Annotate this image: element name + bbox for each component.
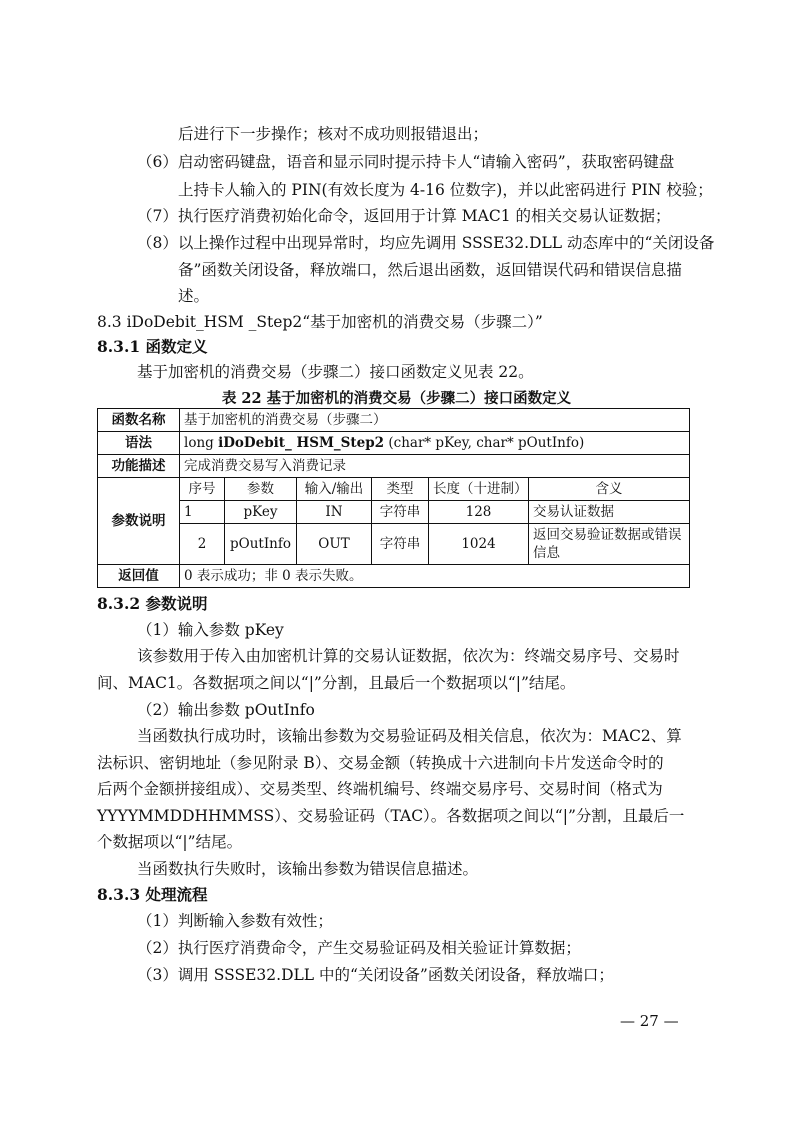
section-heading-8-3-2: 8.3.2 参数说明: [97, 594, 208, 613]
param-header: 序号: [180, 478, 225, 501]
param-type: 字符串: [372, 524, 429, 565]
table-row: [98, 524, 690, 565]
cell-label: 功能描述: [98, 455, 180, 478]
cell-syntax: [180, 432, 690, 455]
intro-item-8a: （8）以上操作过程中出现异常时，均应先调用 SSSE32.DLL 动态库中的“关闭设备: [137, 234, 715, 252]
input-param-desc-1: 该参数用于传入由加密机计算的交易认证数据，依次为：终端交易序号、交易时: [137, 647, 680, 665]
syntax-args: (char* pKey, char* pOutInfo): [384, 435, 585, 451]
intro-item-8b: 备”函数关闭设备，释放端口，然后退出函数，返回错误代码和错误信息描: [178, 261, 682, 279]
section-heading-8-3-3: 8.3.3 处理流程: [97, 885, 208, 904]
param-name: pKey: [225, 501, 297, 524]
table-row: [98, 455, 690, 478]
output-param-desc-1: 当函数执行成功时，该输出参数为交易验证码及相关信息，依次为：MAC2、算: [137, 727, 682, 745]
table-row: [98, 565, 690, 588]
param-length: 1024: [429, 524, 529, 565]
function-definition-table: [97, 408, 690, 588]
param-desc: 交易认证数据: [529, 501, 690, 524]
cell-value: 基于加密机的消费交易（步骤二）: [180, 409, 690, 432]
cell-label: 参数说明: [98, 478, 180, 565]
intro-item-6b: 上持卡人输入的 PIN(有效长度为 4-16 位数字)，并以此密码进行 PIN 校验；: [178, 181, 713, 199]
syntax-prefix: long: [184, 435, 219, 451]
intro-item-6a: （6）启动密码键盘，语音和显示同时提示持卡人“请输入密码”，获取密码键盘: [137, 153, 675, 171]
cell-value: 0 表示成功；非 0 表示失败。: [180, 565, 690, 588]
param-name: pOutInfo: [225, 524, 297, 565]
paragraph-8-3-1: 基于加密机的消费交易（步骤二）接口函数定义见表 22。: [137, 363, 534, 381]
param-header: 参数: [225, 478, 297, 501]
intro-line-1: 后进行下一步操作；核对不成功则报错退出；: [178, 125, 489, 143]
param-header: 含义: [529, 478, 690, 501]
param-header: 类型: [372, 478, 429, 501]
input-param-desc-2: 间、MAC1。各数据项之间以“|”分割，且最后一个数据项以“|”结尾。: [97, 674, 576, 692]
intro-item-8c: 述。: [178, 287, 210, 305]
cell-label: 语法: [98, 432, 180, 455]
table-title: 表 22 基于加密机的消费交易（步骤二）接口函数定义: [221, 390, 572, 407]
param-io: IN: [297, 501, 372, 524]
cell-label: 返回值: [98, 565, 180, 588]
param-length: 128: [429, 501, 529, 524]
input-param-title: （1）输入参数 pKey: [137, 621, 284, 639]
section-heading-8-3-1: 8.3.1 函数定义: [97, 337, 208, 356]
table-row: [98, 409, 690, 432]
param-type: 字符串: [372, 501, 429, 524]
output-param-desc-3: 后两个金额拼接组成）、交易类型、终端机编号、终端交易序号、交易时间（格式为: [97, 780, 663, 798]
output-param-fail: 当函数执行失败时，该输出参数为错误信息描述。: [137, 860, 479, 878]
flow-step-2: （2）执行医疗消费命令，产生交易验证码及相关验证计算数据；: [137, 939, 581, 957]
flow-step-3: （3）调用 SSSE32.DLL 中的“关闭设备”函数关闭设备，释放端口；: [137, 966, 614, 984]
cell-value: 完成消费交易写入消费记录: [180, 455, 690, 478]
param-desc: 返回交易验证数据或错误信息: [529, 524, 690, 565]
output-param-desc-5: 个数据项以“|”结尾。: [97, 833, 243, 851]
page-number: — 27 —: [620, 1012, 679, 1030]
intro-item-7: （7）执行医疗消费初始化命令，返回用于计算 MAC1 的相关交易认证数据；: [137, 207, 671, 225]
table-row: [98, 478, 690, 501]
section-heading-8-3: [97, 312, 543, 332]
section-heading-8-3-text: 8.3 iDoDebit_HSM _Step2“基于加密机的消费交易（步骤二）”: [97, 313, 543, 331]
cell-label: 函数名称: [98, 409, 180, 432]
param-no: 1: [180, 501, 225, 524]
param-header: 长度（十进制）: [429, 478, 529, 501]
table-row: [98, 432, 690, 455]
flow-step-1: （1）判断输入参数有效性；: [137, 912, 333, 930]
output-param-desc-2: 法标识、密钥地址（参见附录 B）、交易金额（转换成十六进制向卡片发送命令时的: [97, 754, 664, 772]
output-param-title: （2）输出参数 pOutInfo: [137, 701, 315, 719]
output-param-desc-4: YYYYMMDDHHMMSS）、交易验证码（TAC）。各数据项之间以“|”分割，且最后一: [97, 807, 685, 825]
table-row: [98, 501, 690, 524]
syntax-function-name: iDoDebit_ HSM_Step2: [218, 435, 385, 451]
param-io: OUT: [297, 524, 372, 565]
param-header: 输入/输出: [297, 478, 372, 501]
param-no: 2: [180, 524, 225, 565]
